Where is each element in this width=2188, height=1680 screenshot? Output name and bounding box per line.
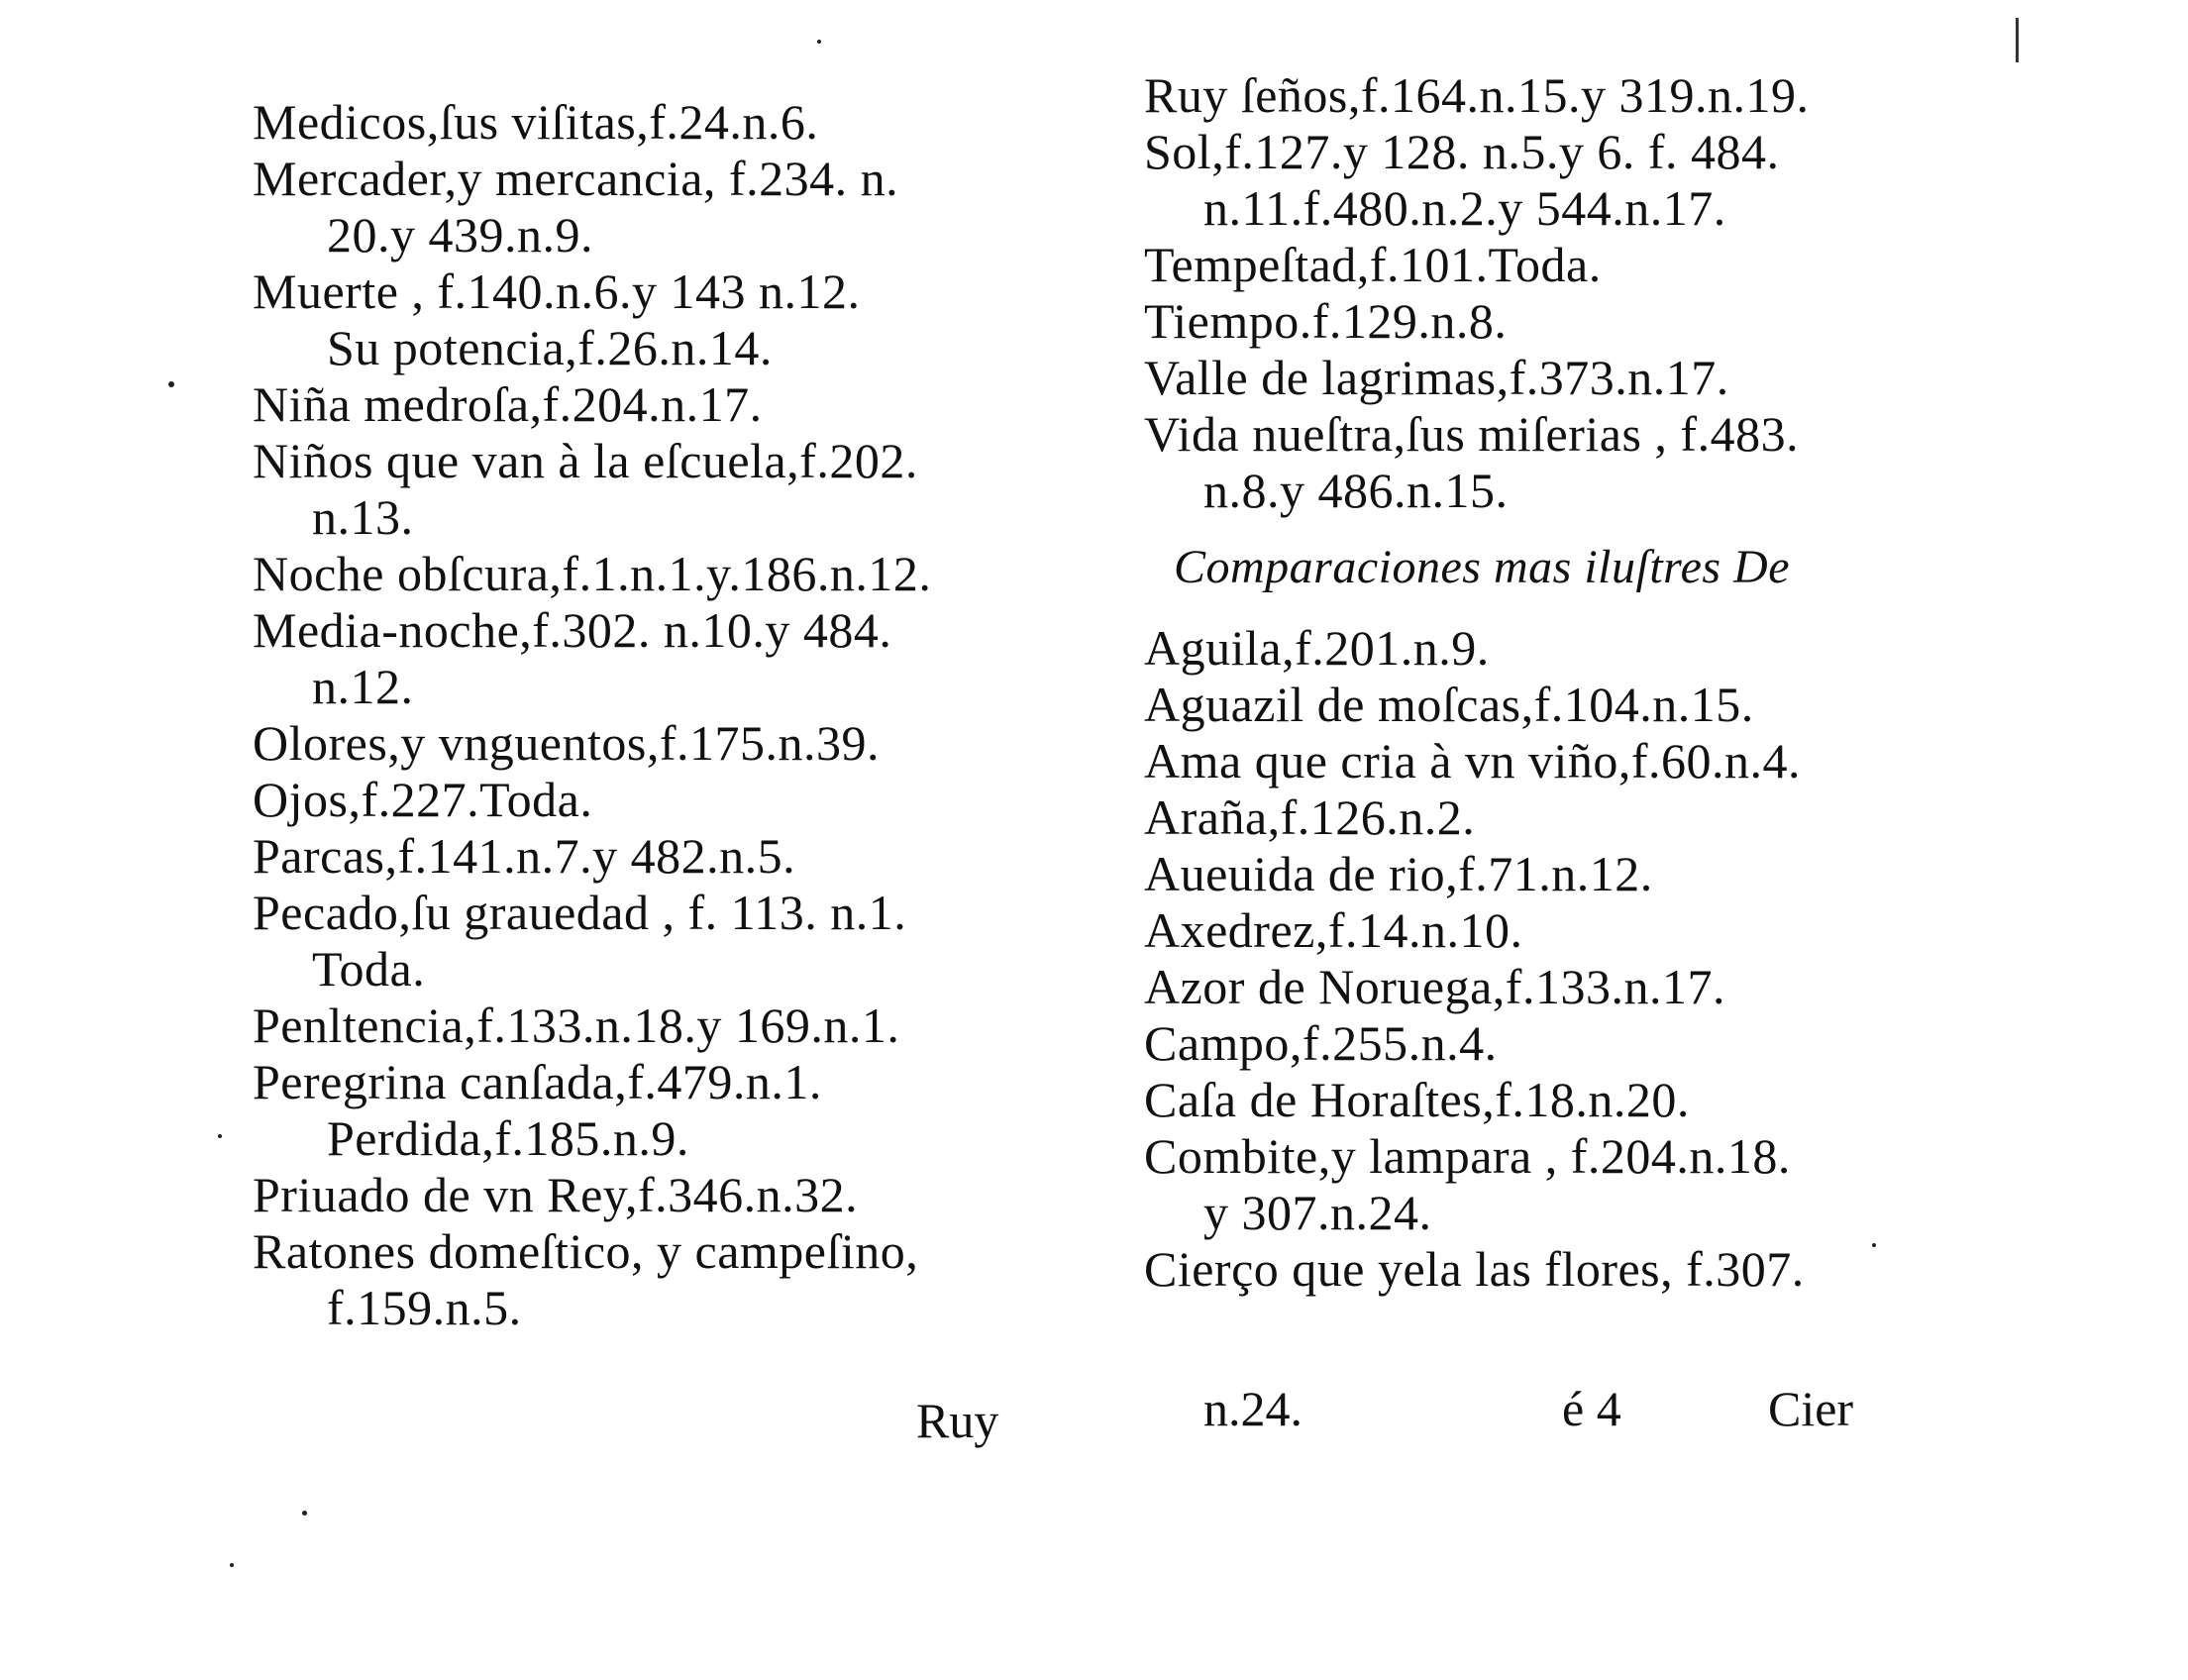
index-entry: Medicos,ſus viſitas,f.24.n.6.	[253, 94, 819, 150]
print-speck	[230, 1563, 234, 1567]
index-entry: Azor de Noruega,f.133.n.17.	[1144, 959, 1725, 1014]
index-entry: Penltencia,f.133.n.18.y 169.n.1.	[253, 998, 900, 1053]
index-entry: Valle de lagrimas,f.373.n.17.	[1144, 350, 1729, 405]
index-entry: Cierço que yela las flores, f.307.	[1144, 1241, 1805, 1297]
print-speck	[302, 1511, 307, 1516]
index-entry-continuation: n.11.f.480.n.2.y 544.n.17.	[1203, 180, 1726, 236]
index-entry: Mercader,y mercancia, f.234. n.	[253, 151, 899, 206]
section-heading: Comparaciones mas iluſtres De	[1174, 541, 1791, 593]
index-entry: Parcas,f.141.n.7.y 482.n.5.	[253, 828, 796, 884]
index-entry: Ojos,f.227.Toda.	[253, 772, 593, 827]
right-page-index-column	[1144, 67, 1810, 1298]
index-entry-continuation: n.12.	[312, 659, 414, 714]
index-entry-continuation: y 307.n.24.	[1203, 1185, 1432, 1240]
index-entry: Niños que van à la eſcuela,f.202.	[253, 433, 918, 488]
index-entry: Aguazil de moſcas,f.104.n.15.	[1144, 677, 1754, 732]
index-entry: Ratones domeſtico, y campeſino,	[253, 1223, 919, 1279]
index-entry-continuation: n.8.y 486.n.15.	[1203, 463, 1509, 518]
index-subentry: Perdida,f.185.n.9.	[327, 1110, 689, 1166]
index-entry: Noche obſcura,f.1.n.1.y.186.n.12.	[253, 546, 932, 601]
index-entry: Niña medroſa,f.204.n.17.	[253, 376, 763, 432]
index-entry-continuation: f.159.n.5.	[327, 1280, 522, 1335]
index-entry: Aueuida de rio,f.71.n.12.	[1144, 846, 1653, 901]
index-entry: Ama que cria à vn viño,f.60.n.4.	[1144, 733, 1802, 788]
index-entry: Muerte , f.140.n.6.y 143 n.12.	[253, 263, 861, 319]
index-entry: Olores,y vnguentos,f.175.n.39.	[253, 715, 880, 771]
index-entry: Pecado,ſu grauedad , f. 113. n.1.	[253, 885, 907, 940]
index-entry: Tiempo.f.129.n.8.	[1144, 293, 1508, 349]
index-entry: Vida nueſtra,ſus miſerias , f.483.	[1144, 406, 1800, 462]
index-entry-continuation: n.13.	[312, 489, 414, 545]
index-entry: Ruy ſeños,f.164.n.15.y 319.n.19.	[1144, 67, 1810, 123]
index-entry: Combite,y lampara , f.204.n.18.	[1144, 1128, 1791, 1184]
index-subentry: Su potencia,f.26.n.14.	[327, 320, 773, 375]
index-entry: Tempeſtad,f.101.Toda.	[1144, 237, 1602, 292]
index-entry: Peregrina canſada,f.479.n.1.	[253, 1054, 822, 1109]
left-page-index-column	[253, 94, 931, 1336]
index-entry: Aguila,f.201.n.9.	[1144, 620, 1490, 676]
index-entry-continuation: n.24.	[1203, 1381, 1302, 1436]
print-speck	[817, 40, 821, 44]
index-entry-continuation: Toda.	[312, 941, 426, 997]
catchword-right: Cier	[1768, 1381, 1854, 1436]
index-entry: Sol,f.127.y 128. n.5.y 6. f. 484.	[1144, 124, 1780, 179]
signature-mark: é 4	[1562, 1381, 1621, 1436]
print-speck	[168, 381, 174, 387]
catchword-left: Ruy	[916, 1393, 999, 1448]
index-entry: Media-noche,f.302. n.10.y 484.	[253, 602, 892, 658]
page-edge-mark	[2016, 18, 2019, 62]
index-entry: Araña,f.126.n.2.	[1144, 789, 1476, 845]
index-entry: Campo,f.255.n.4.	[1144, 1015, 1498, 1071]
index-entry: Priuado de vn Rey,f.346.n.32.	[253, 1167, 859, 1222]
print-speck	[218, 1134, 222, 1138]
index-entry-continuation: 20.y 439.n.9.	[327, 207, 593, 262]
index-entry: Caſa de Horaſtes,f.18.n.20.	[1144, 1072, 1690, 1127]
index-entry: Axedrez,f.14.n.10.	[1144, 902, 1523, 958]
print-speck	[1872, 1243, 1876, 1247]
